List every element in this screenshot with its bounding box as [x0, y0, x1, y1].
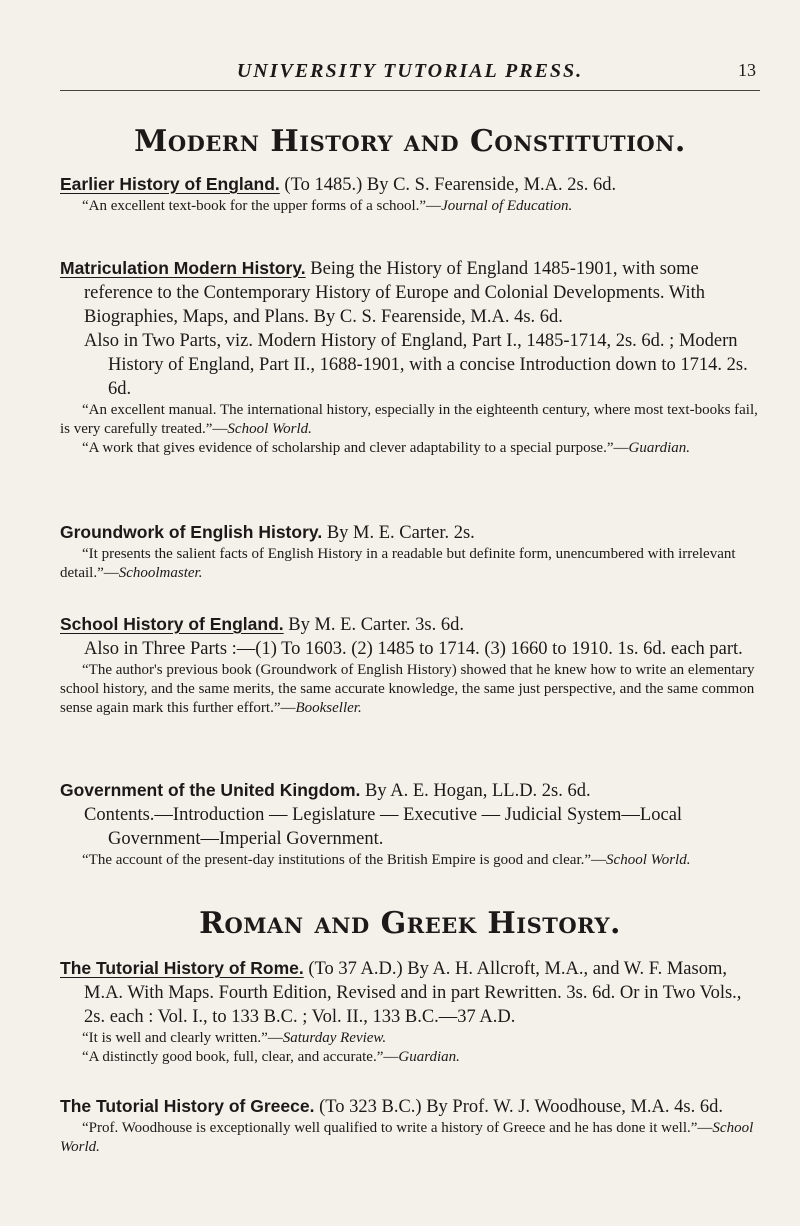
entry-parts: Also in Two Parts, viz. Modern History of England, Part I., 1485-1714, 2s. 6d. ; Modern History of England, Part II., 1688-1901, with a concise Introduction down to 1714. 2s. 6d.: [84, 331, 748, 399]
book-details: (To 1485.) By C. S. Fearenside, M.A. 2s. 6d.: [284, 175, 617, 195]
quote-source: School World.: [60, 1120, 754, 1155]
book-entry-history-of-greece: [60, 1094, 760, 1157]
book-entry-earlier-history: [60, 172, 760, 216]
review-quote: “The account of the present-day institutions of the British Empire is good and clear.”—School World.: [82, 852, 691, 868]
book-entry-government: [60, 778, 760, 870]
review-quote: “It presents the salient facts of English History in a readable but definite form, unencumbered with irrelevant detail.”—Schoolmaster.: [60, 546, 736, 581]
section-heading-roman-greek-history: Roman and Greek History.: [199, 906, 621, 941]
entry-main: [60, 520, 760, 545]
entry-main: [60, 956, 760, 1029]
review-quote: “An excellent text-book for the upper forms of a school.”—Journal of Education.: [82, 198, 573, 214]
book-entry-history-of-rome: [60, 956, 760, 1067]
entry-main: [60, 612, 760, 637]
review-quote: “A work that gives evidence of scholarship and clever adaptability to a special purpose.”—Guardian.: [82, 440, 691, 456]
quote-source: Guardian.: [398, 1049, 460, 1065]
review-quote: “An excellent manual. The international history, especially in the eighteenth century, where most text-books fail, is very carefully treated.”—School World.: [60, 402, 758, 437]
entry-main: [60, 256, 760, 329]
book-details: By A. E. Hogan, LL.D. 2s. 6d.: [365, 781, 591, 801]
book-details: By M. E. Carter. 3s. 6d.: [288, 615, 464, 635]
book-details: (To 323 B.C.) By Prof. W. J. Woodhouse, M.A. 4s. 6d.: [319, 1097, 723, 1117]
quote-source: Journal of Education.: [441, 198, 573, 214]
review-quote: “A distinctly good book, full, clear, and accurate.”—Guardian.: [82, 1049, 460, 1065]
quote-source: Saturday Review.: [282, 1030, 387, 1046]
book-title: Groundwork of English History.: [60, 522, 323, 542]
book-details: (To 37 A.D.) By A. H. Allcroft, M.A., and W. F. Masom, M.A. With Maps. Fourth Edition, Revised and in part Rewritten. 3s. 6d. Or in Two Vols., 2s. each : Vol. I., to 133 B.C. ; Vol. II., 133 B.C.—37 A.D.: [84, 959, 742, 1027]
review-quote: “It is well and clearly written.”—Saturday Review.: [82, 1030, 387, 1046]
review-quote: “Prof. Woodhouse is exceptionally well qualified to write a history of Greece and he has done it well.”—School World.: [60, 1120, 754, 1155]
running-head: [60, 60, 760, 91]
entry-main: [60, 172, 760, 197]
entry-contents: Contents.—Introduction — Legislature — Executive — Judicial System—Local Government—Imperial Government.: [84, 805, 683, 849]
review-quote: “The author's previous book (Groundwork of English History) showed that he knew how to write an elementary school history, and the same merits, the same accurate knowledge, the same just perspective, and the same common sense again mark this further effort.”—Bookseller.: [60, 662, 755, 716]
book-title: Matriculation Modern History.: [60, 258, 306, 278]
book-entry-school-history: [60, 612, 760, 718]
book-title: School History of England.: [60, 614, 284, 634]
book-title: Earlier History of England.: [60, 174, 280, 194]
quote-source: School World.: [606, 852, 691, 868]
entry-main: [60, 778, 760, 803]
quote-source: Schoolmaster.: [118, 565, 203, 581]
book-entry-groundwork: [60, 520, 760, 583]
section-heading-modern-history: Modern History and Constitution.: [134, 124, 686, 159]
quote-source: Guardian.: [628, 440, 691, 456]
quote-source: School World.: [227, 421, 312, 437]
book-entry-matriculation-modern-history: [60, 256, 760, 458]
book-title: The Tutorial History of Rome.: [60, 958, 304, 978]
book-details: By M. E. Carter. 2s.: [326, 523, 475, 543]
book-title: Government of the United Kingdom.: [60, 780, 361, 800]
quote-source: Bookseller.: [295, 700, 362, 716]
page-number: 13: [738, 60, 756, 80]
book-title: The Tutorial History of Greece.: [60, 1096, 315, 1116]
book-details: Being the History of England 1485-1901, with some reference to the Contemporary History of Europe and Colonial Developments. With Biographies, Maps, and Plans. By C. S. Fearenside, M.A. 4s. 6d.: [84, 259, 706, 327]
entry-main: [60, 1094, 760, 1119]
entry-parts: Also in Three Parts :—(1) To 1603. (2) 1485 to 1714. (3) 1660 to 1910. 1s. 6d. each part.: [84, 639, 743, 659]
running-title: UNIVERSITY TUTORIAL PRESS.: [236, 60, 584, 82]
